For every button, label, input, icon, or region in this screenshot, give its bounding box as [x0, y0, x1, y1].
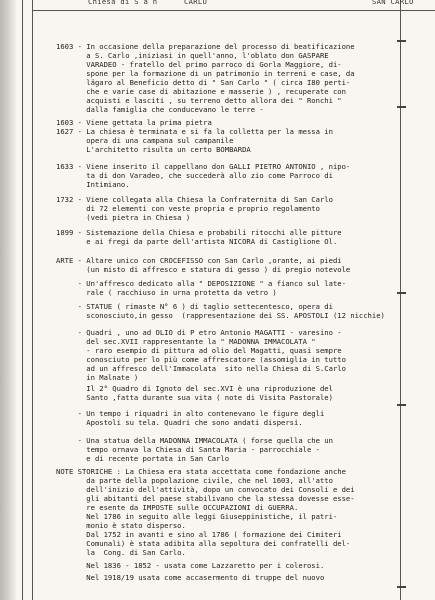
text-line: acquisti e lasciti , su terreno detto allora dei " Ronchi " — [56, 96, 342, 105]
text-line: Santo ,fatta durante sua vita ( note di Visita Pastorale) — [56, 393, 333, 402]
text-line: gli abitanti del paese stabilivano che la stessa dovesse esse- — [56, 494, 355, 503]
text-line: del sec.XVII rappresentante la " MADONNA IMMACOLATA " — [56, 337, 316, 346]
text-line: - raro esempio di pittura ad olio del Magatti, quasi sempre — [56, 346, 342, 355]
text-line: Comunali) è stata adibita alla sepoltura dei confratelli del- — [56, 539, 351, 548]
scan-shadow-edge — [0, 0, 16, 600]
text-line: - Un tempo i riquadri in alto contenevano le figure degli — [56, 409, 325, 418]
header-church-name: CARLO — [184, 0, 208, 6]
right-tick-mark — [397, 404, 406, 406]
text-line: la Cong. di San Carlo. — [56, 548, 186, 557]
text-line: tempo ornava la Chiesa di Santa Maria - parrocchiale - — [56, 445, 320, 454]
text-line: ad un affresco dell'Immacolata sito nella Chiesa di S.Carlo — [56, 364, 346, 373]
right-tick-mark — [397, 586, 406, 588]
text-line: 1603 - In occasione della preparazione del processo di beatificazione — [56, 42, 355, 51]
text-line: Nel 1918/19 usata come accasermento di truppe del nuovo — [56, 573, 325, 582]
text-line: in Malnate ) — [56, 373, 139, 382]
right-margin-rule — [400, 0, 401, 600]
text-line: - STATUE ( rimaste N° 6 ) di taglio settecentesco, opera di — [56, 302, 333, 311]
text-line: che e varie case di abitazione e masserie ) , recuperate con — [56, 87, 346, 96]
text-line: NOTE STORICHE : La Chiesa era stata accettata come fondazione anche — [56, 467, 346, 476]
text-line: ARTE - Altare unico con CROCEFISSO con San Carlo ,orante, ai piedi — [56, 256, 342, 265]
text-line: Dal 1752 in avanti e sino al 1786 ( formazione dei Cimiteri — [56, 530, 342, 539]
header-right-name: SAN CARLO — [372, 0, 414, 6]
left-margin-rule-inner — [32, 0, 33, 600]
text-line: e di recente portata in San Carlo — [56, 454, 230, 463]
text-line: - Una statua della MADONNA IMMACOLATA ( forse quella che un — [56, 436, 333, 445]
text-line: VARADEO - fratello del primo parroco di Gorla Maggiore, di- — [56, 60, 342, 69]
text-line: ta di don Varadeo, che succederà allo zio come Parroco di — [56, 171, 333, 180]
text-line: e ai fregi da parte dell'artista NICORA di Castiglione Ol. — [56, 237, 338, 246]
text-line: Apostoli su tela. Quadri che sono andati dispersi. — [56, 418, 303, 427]
text-line: 1627 - La chiesa è terminata e si fa la colletta per la messa in — [56, 127, 333, 136]
text-line: (un misto di affresco e statura di gesso ) di pregio notevole — [56, 265, 351, 274]
text-line: 1899 - Sistemazione della Chiesa e probabili ritocchi alle pitture — [56, 228, 342, 237]
left-margin-rule — [22, 0, 23, 600]
right-tick-mark — [397, 106, 406, 108]
text-line: 1633 - Viene inserito il cappellano don GALLI PIETRO ANTONIO , nipo- — [56, 162, 351, 171]
text-line: monio è stato disperso. — [56, 521, 186, 530]
text-line: spone per la formazione di un patrimonio in terreni e case, da — [56, 69, 355, 78]
text-line: opera di una campana sul campanile — [56, 136, 234, 145]
text-line: re esente da IMPOSTE sulle OCCUPAZIONI di GUERRA. — [56, 503, 299, 512]
header-church-label: Chiesa di S a n — [88, 0, 158, 6]
text-line: dalla famiglia che conducevano le terre - — [56, 105, 264, 114]
text-line: Nel 1786 in seguito alle leggi Giuseppinistiche, il patri- — [56, 512, 338, 521]
text-line: conosciuto per lo più come affrescatore (assomiglia in tutto — [56, 355, 346, 364]
text-line: Il 2° Quadro di Ignoto del sec.XVI è una riproduzione del — [56, 384, 333, 393]
text-line: a S. Carlo ,iniziasi in quell'anno, l'oblato don GASPARE — [56, 51, 329, 60]
text-line: lägaro al Beneficio detto di " San Carlo " ( circa I80 perti- — [56, 78, 351, 87]
right-tick-mark — [397, 40, 406, 42]
text-line: rale ( racchiuso in urna protetta da vetro ) — [56, 288, 277, 297]
text-line: Nel 1836 - 1852 - usata come Lazzaretto per i colerosi. — [56, 561, 325, 570]
text-line: L'architetto risulta un certo BOMBARDA — [56, 145, 251, 154]
text-line: di 72 elementi con veste propria e proprio regolamento — [56, 204, 320, 213]
text-line: sconosciuto,in gesso (rappresentazione dei SS. APOSTOLI (12 nicchie) — [56, 311, 385, 320]
text-line: (vedi pietra in Chiesa ) — [56, 213, 191, 222]
text-line: 1603 - Viene gettata la prima pietra — [56, 118, 212, 127]
text-line: - Un'affresco dedicato alla " DEPOSIZIONE " a fianco sul late- — [56, 279, 346, 288]
text-line: 1732 - Viene collegata alla Chiesa la Confraternita di San Carlo — [56, 195, 333, 204]
text-line: da parte della popolazione civile, che nel 1603, all'atto — [56, 476, 333, 485]
text-line: dell'inizio dell'attività, dopo un convocato dei Consoli e dei — [56, 485, 355, 494]
header-rule — [32, 10, 435, 11]
right-tick-mark — [397, 292, 406, 294]
text-line: - Quadri , uno ad OLIO di P etro Antonio MAGATTI - varesino - — [56, 328, 342, 337]
text-line: Intimiano. — [56, 180, 130, 189]
